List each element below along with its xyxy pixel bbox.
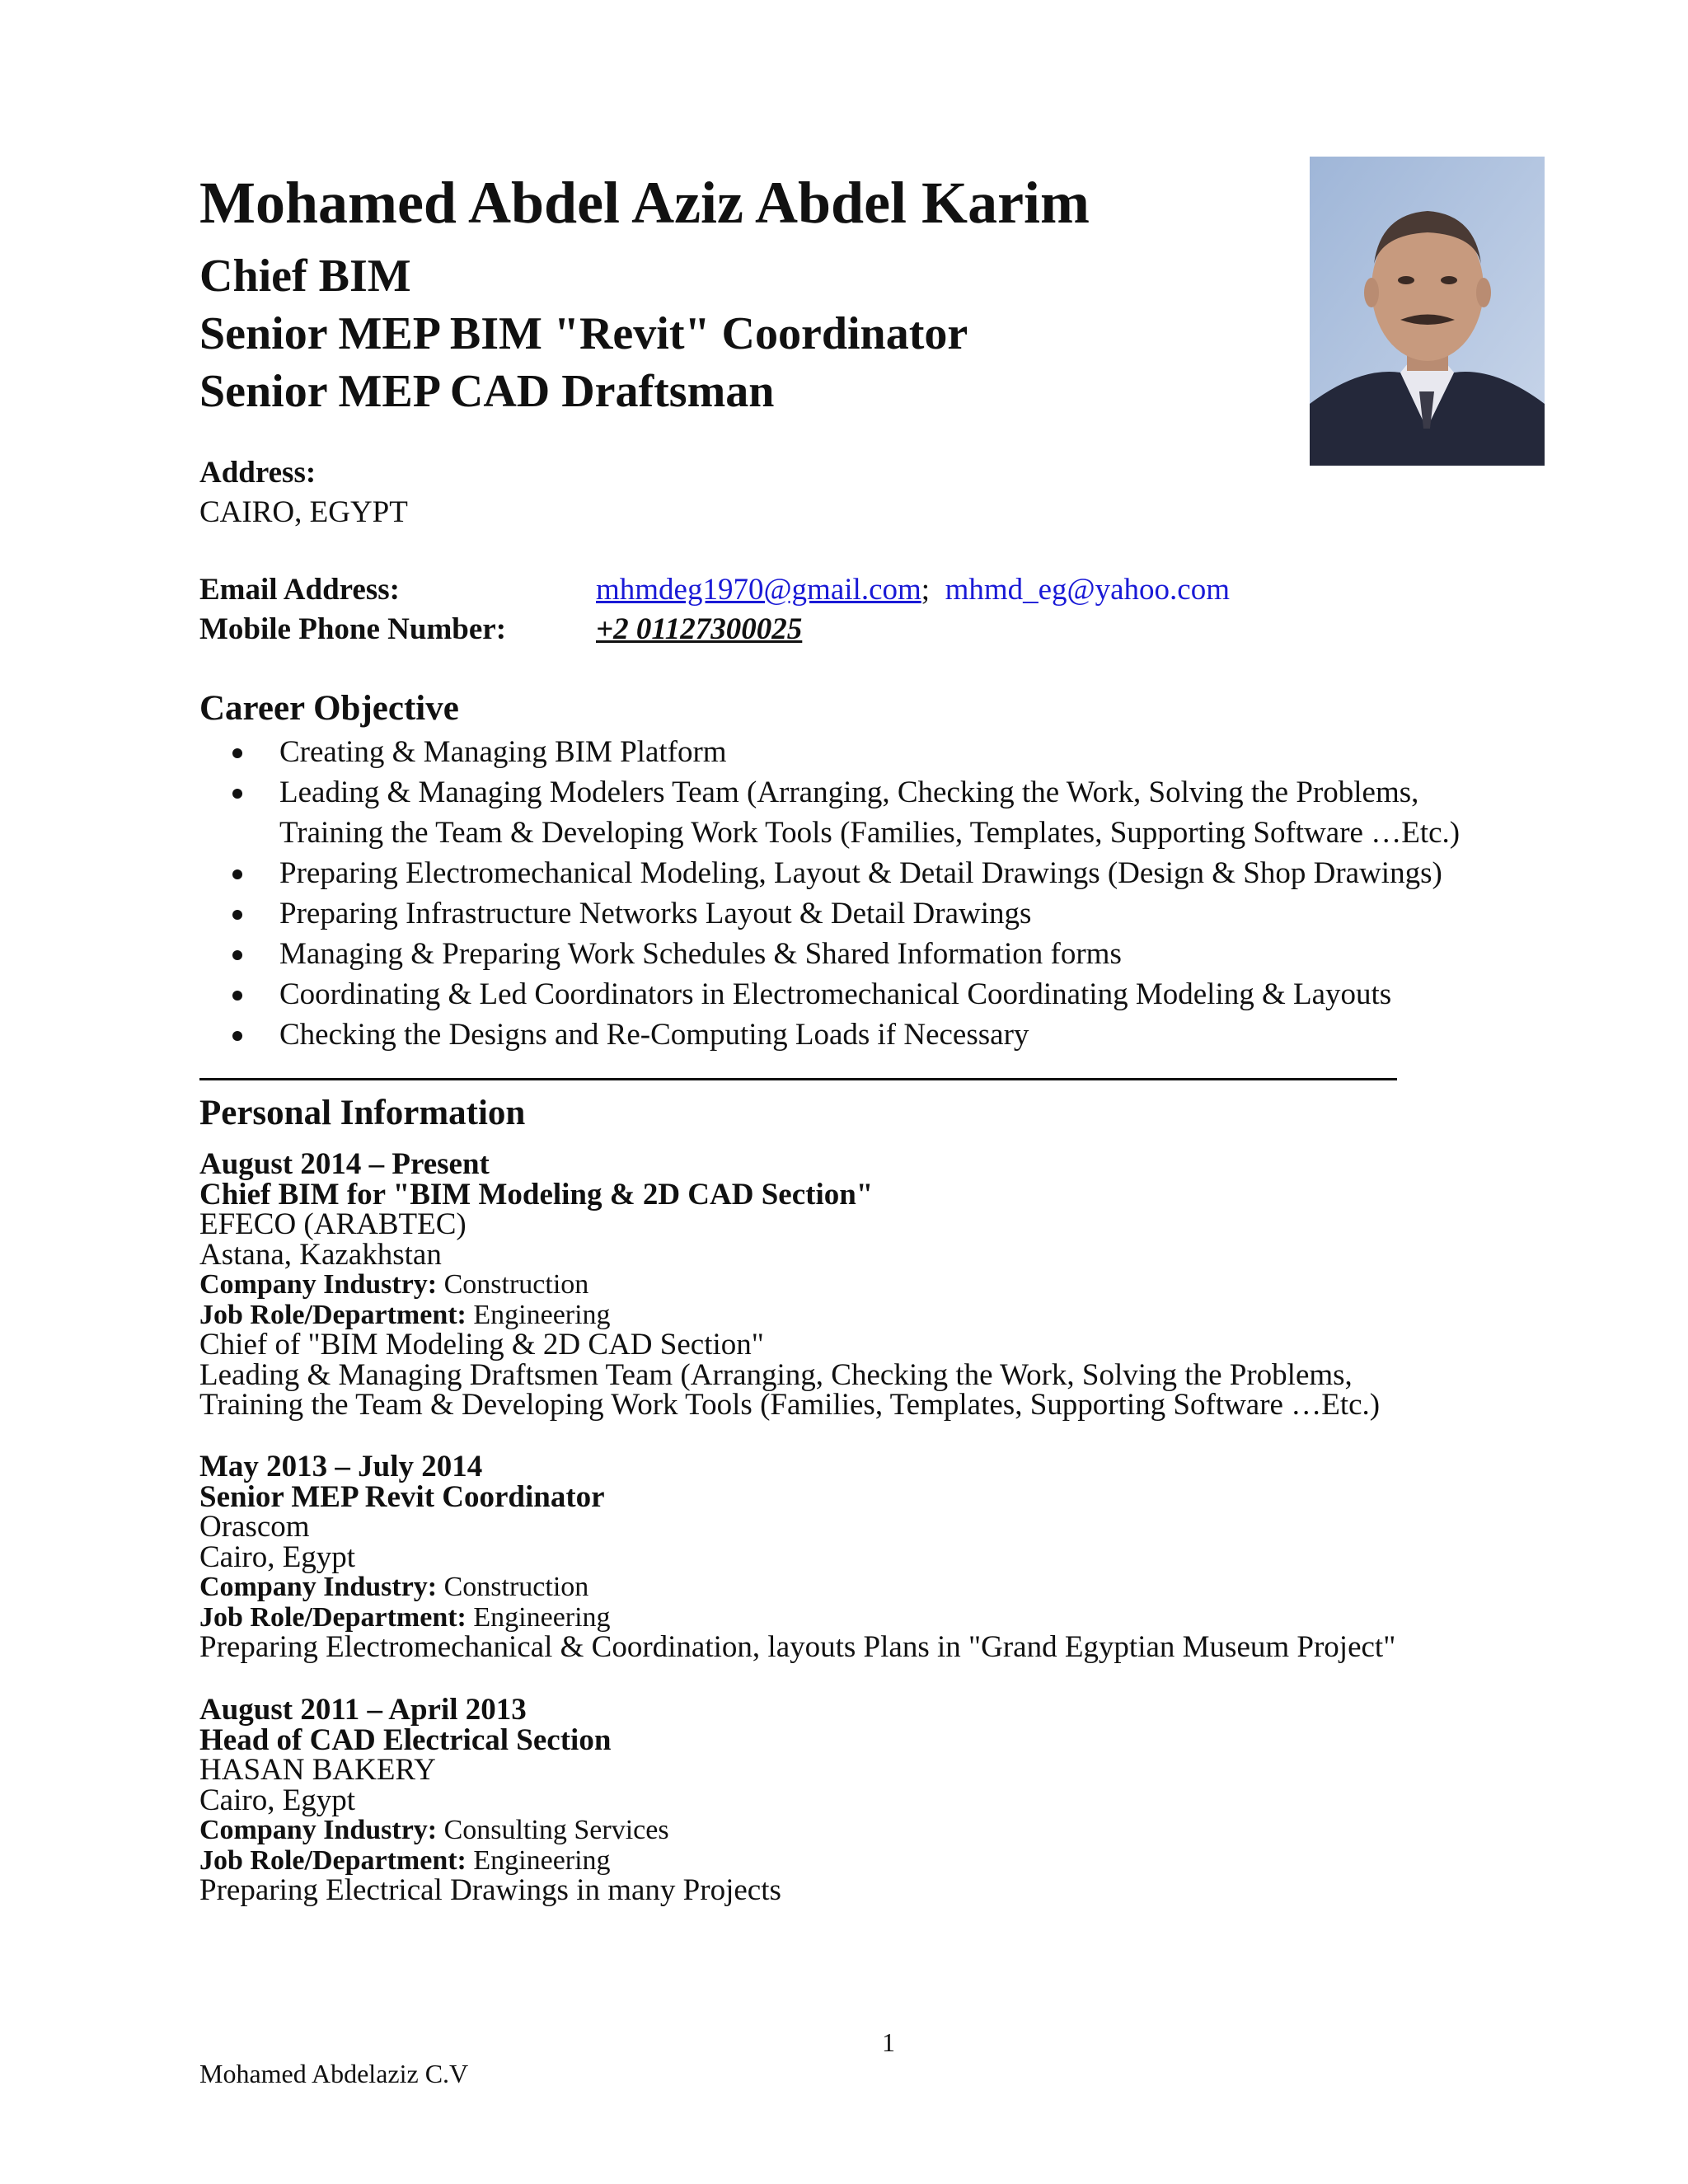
objective-item: [199, 893, 1601, 934]
job-period: May 2013 – July 2014: [199, 1450, 483, 1483]
job-company: Orascom: [199, 1510, 310, 1544]
job-entry: [199, 1452, 1601, 1663]
objective-text: Coordinating & Led Coordinators in Electromechanical Coordinating Modeling & Layouts: [279, 977, 1392, 1011]
objective-item: [199, 974, 1601, 1015]
industry-label: Company Industry:: [199, 1815, 438, 1845]
objective-item: [199, 772, 1601, 813]
objective-text: Leading & Managing Modelers Team (Arranging, Checking the Work, Solving the Problems,: [279, 776, 1419, 809]
job-title: Senior MEP Revit Coordinator: [199, 1479, 605, 1514]
phone-label: Mobile Phone Number:: [199, 612, 507, 646]
objective-item: [199, 934, 1601, 974]
objective-item: [199, 1015, 1601, 1055]
objective-text: Training the Team & Developing Work Tools (Families, Templates, Supporting Software …Etc.): [279, 816, 1461, 850]
job-detail: Leading & Managing Draftsmen Team (Arranging, Checking the Work, Solving the Problems,: [199, 1357, 1353, 1392]
objective-text: Managing & Preparing Work Schedules & Shared Information forms: [279, 937, 1122, 971]
page-number: 1: [882, 2027, 895, 2057]
job-detail: Chief of "BIM Modeling & 2D CAD Section": [199, 1328, 764, 1361]
job-detail: Preparing Electrical Drawings in many Projects: [199, 1873, 781, 1907]
personal-information-heading: Personal Information: [199, 1094, 526, 1132]
role-label: Job Role/Department:: [199, 1299, 467, 1330]
profile-photo: [1310, 157, 1545, 466]
address-value: CAIRO, EGYPT: [199, 495, 408, 529]
job-company: HASAN BAKERY: [199, 1753, 436, 1787]
section-divider: [199, 1078, 1397, 1080]
industry-label: Company Industry:: [199, 1572, 438, 1602]
job-location: Cairo, Egypt: [199, 1540, 356, 1574]
job-role: Engineering: [473, 1844, 611, 1876]
objective-text: Creating & Managing BIM Platform: [279, 735, 727, 769]
job-detail: Training the Team & Developing Work Tools (Families, Templates, Supporting Software …Etc.): [199, 1388, 1381, 1422]
job-location: Cairo, Egypt: [199, 1783, 356, 1817]
bullet-icon: [232, 910, 242, 920]
bullet-icon: [232, 991, 242, 1001]
footer-text: Mohamed Abdelaziz C.V: [199, 2059, 469, 2088]
role-label: Job Role/Department:: [199, 1844, 467, 1876]
objective-text: Preparing Infrastructure Networks Layout & Detail Drawings: [279, 897, 1032, 930]
title-chief-bim: Chief BIM: [199, 251, 411, 302]
objective-item-continuation: [199, 813, 1601, 853]
job-role: Engineering: [473, 1299, 611, 1330]
bullet-icon: [232, 789, 242, 799]
objective-item: [199, 732, 1601, 772]
job-industry: Construction: [443, 1269, 589, 1300]
job-industry: Construction: [443, 1572, 589, 1602]
job-title: Head of CAD Electrical Section: [199, 1722, 612, 1757]
objective-text: Checking the Designs and Re-Computing Loads if Necessary: [279, 1018, 1029, 1052]
address-label: Address:: [199, 456, 316, 490]
job-location: Astana, Kazakhstan: [199, 1237, 442, 1272]
job-period: August 2014 – Present: [199, 1147, 490, 1181]
job-period: August 2011 – April 2013: [199, 1693, 527, 1727]
bullet-icon: [232, 748, 242, 758]
email-link-yahoo[interactable]: mhmd_eg@yahoo.com: [945, 573, 1230, 607]
job-title: Chief BIM for "BIM Modeling & 2D CAD Section": [199, 1177, 874, 1212]
objective-item: [199, 853, 1601, 893]
email-link-gmail[interactable]: mhmdeg1970@gmail.com: [596, 573, 921, 607]
objective-text: Preparing Electromechanical Modeling, Layout & Detail Drawings (Design & Shop Drawings): [279, 856, 1442, 890]
email-separator: ;: [921, 573, 931, 607]
career-objective-list: [199, 732, 1601, 1055]
phone-value[interactable]: +2 01127300025: [596, 612, 803, 646]
bullet-icon: [232, 869, 242, 879]
job-industry: Consulting Services: [443, 1815, 669, 1845]
title-cad-draftsman: Senior MEP CAD Draftsman: [199, 366, 775, 417]
bullet-icon: [232, 1031, 242, 1041]
job-entry: [199, 1695, 1601, 1906]
job-detail: Preparing Electromechanical & Coordination, layouts Plans in "Grand Egyptian Museum Project": [199, 1630, 1396, 1664]
bullet-icon: [232, 950, 242, 960]
job-role: Engineering: [473, 1601, 611, 1633]
candidate-name: Mohamed Abdel Aziz Abdel Karim: [199, 170, 1090, 236]
job-entry: [199, 1147, 1601, 1422]
email-label: Email Address:: [199, 573, 400, 607]
title-revit-coordinator: Senior MEP BIM "Revit" Coordinator: [199, 308, 968, 359]
job-company: EFECO (ARABTEC): [199, 1207, 467, 1241]
email-links: [596, 574, 1230, 605]
role-label: Job Role/Department:: [199, 1601, 467, 1633]
industry-label: Company Industry:: [199, 1269, 438, 1300]
career-objective-heading: Career Objective: [199, 689, 459, 728]
